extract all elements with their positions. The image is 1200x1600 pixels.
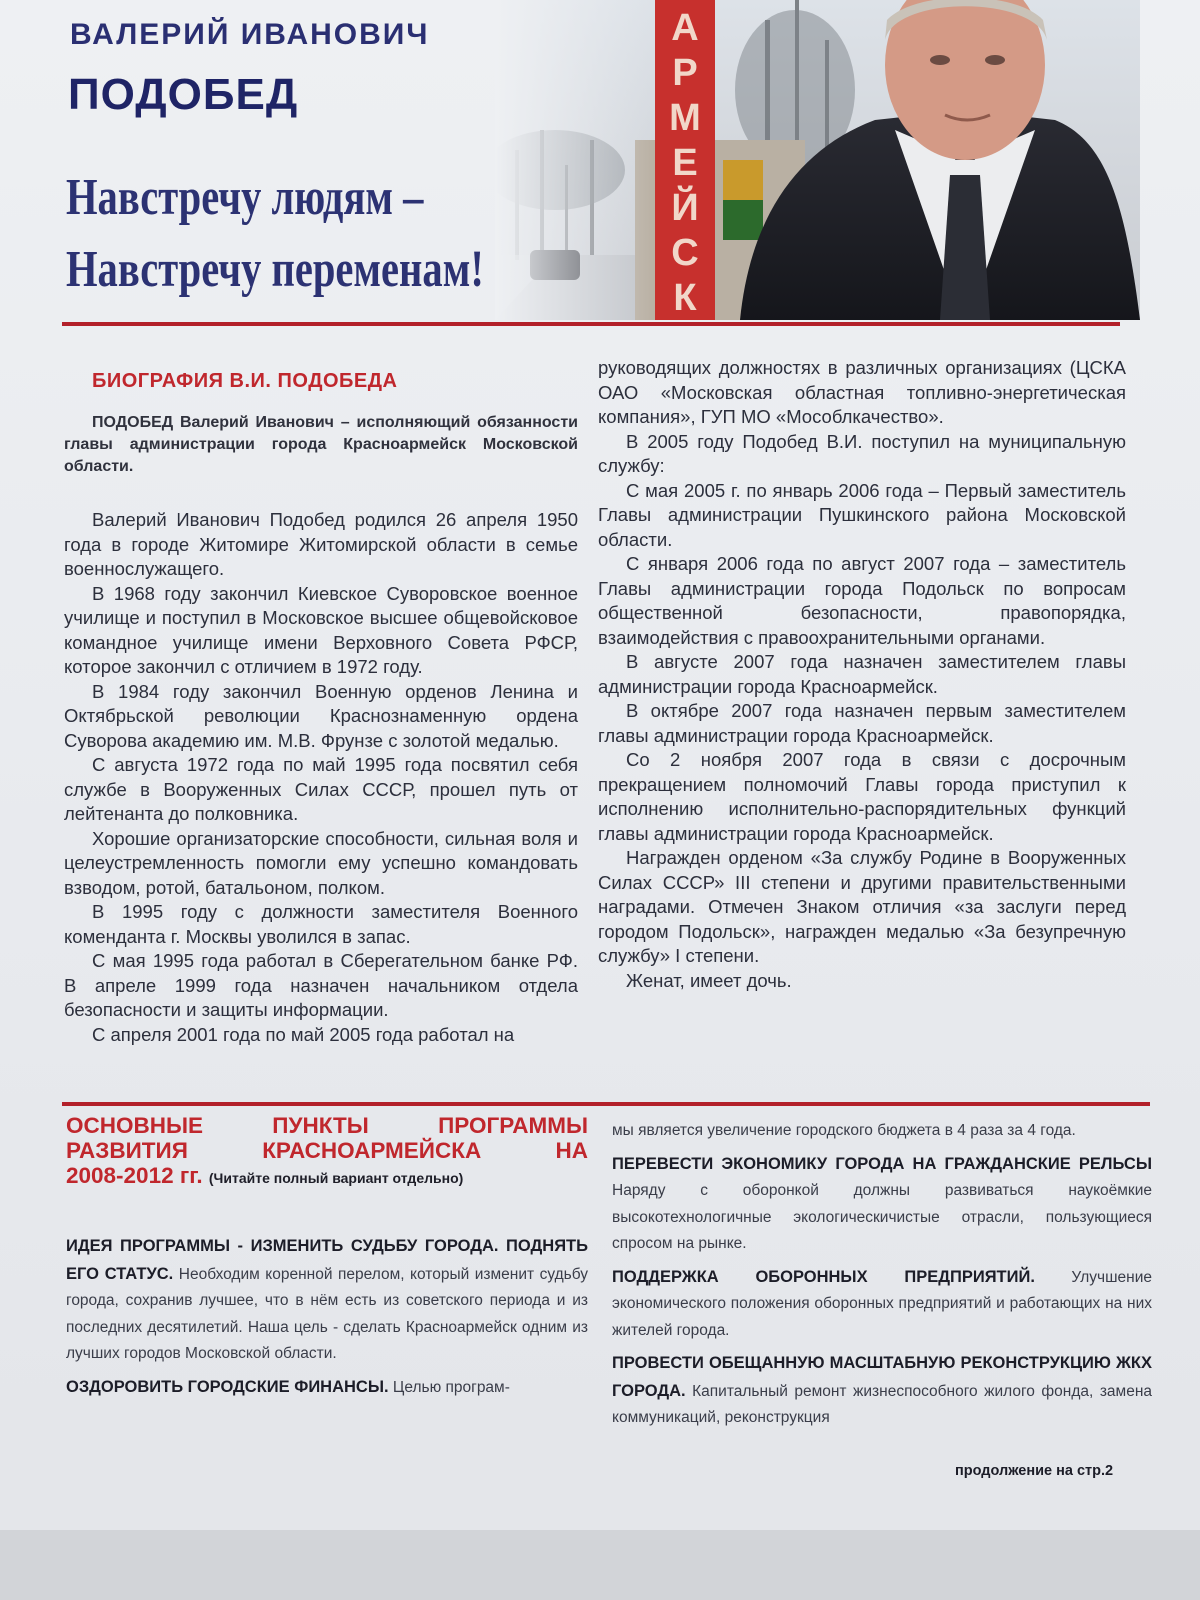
program-title-line: ОСНОВНЫЕ ПУНКТЫ ПРОГРАММЫ	[66, 1113, 588, 1138]
program-title-note: (Читайте полный вариант отдельно)	[208, 1170, 464, 1186]
biography-paragraph: руководящих должностях в различных организациях (ЦСКА ОАО «Московская областная топливно-энергетическая компания», ГУП МО «Мособлкачество».	[598, 357, 1126, 427]
biography-paragraph: В 1995 году с должности заместителя Военного коменданта г. Москвы уволился в запас.	[64, 901, 578, 947]
program-item	[612, 1151, 1152, 1258]
candidate-first-name: ВАЛЕРИЙ ИВАНОВИЧ	[70, 18, 430, 51]
program-item-text: Капитальный ремонт жизнеспособного жилого фонда, замена коммуникаций, реконструкция	[612, 1382, 1152, 1426]
biography-paragraph: В 1984 году закончил Военную орденов Ленина и Октябрьской революции Краснознаменную ордена Суворова академию им. М.В. Фрунзе с золотой медалью.	[64, 680, 578, 751]
program-item-text: Необходим коренной перелом, который изменит судьбу города, сохранив лучшее, что в нём есть из советского периода и из последних десятилетий. Наша цель - сделать Красноармейск одним из лучших городов Московской области.	[66, 1265, 589, 1362]
program-item	[612, 1350, 1152, 1432]
program-item-heading: ПОДДЕРЖКА ОБОРОННЫХ ПРЕДПРИЯТИЙ.	[612, 1267, 1035, 1286]
biography-paragraph: С мая 1995 года работал в Сберегательном банке РФ. В апреле 1999 года назначен начальником отдела безопасности и защиты информации.	[64, 950, 578, 1020]
page-bottom-edge	[0, 1530, 1200, 1600]
biography-lead: ПОДОБЕД Валерий Иванович – исполняющий обязанности главы администрации города Красноармейск Московской области.	[64, 414, 578, 475]
slogan-line-2: Навстречу переменам!	[66, 241, 484, 298]
biography-paragraph: С апреля 2001 года по май 2005 года работал на	[92, 1023, 515, 1045]
continued-link[interactable]: продолжение на стр.2	[955, 1463, 1114, 1479]
biography-title: БИОГРАФИЯ В.И. ПОДОБЕДА	[92, 370, 398, 392]
section-divider	[62, 1102, 1150, 1106]
program-item-heading: ПЕРЕВЕСТИ ЭКОНОМИКУ ГОРОДА НА ГРАЖДАНСКИЕ РЕЛЬСЫ	[612, 1154, 1152, 1173]
biography-paragraph: В августе 2007 года назначен заместителем главы администрации города Красноармейск.	[598, 651, 1126, 697]
program-item-text: Улучшение экономического положения оборонных предприятий и работающих на них жителей города.	[612, 1268, 1152, 1339]
program-item	[612, 1264, 1152, 1345]
program-item	[66, 1233, 588, 1368]
program-item-text: Наряду с оборонкой должны развиваться наукоёмкие высокотехнологичные экологическичистые отрасли, пользующиеся спросом на рынке.	[612, 1182, 1152, 1252]
biography-paragraph: Женат, имеет дочь.	[626, 969, 792, 991]
candidate-last-name: ПОДОБЕД	[68, 70, 299, 119]
biography-paragraph: С мая 2005 г. по январь 2006 года – Первый заместитель Главы администрации Пушкинского района Московской области.	[598, 479, 1126, 550]
program-title-line: РАЗВИТИЯ КРАСНОАРМЕЙСКА НА	[66, 1138, 588, 1163]
biography-paragraph: В 2005 году Подобед В.И. поступил на муниципальную службу:	[598, 430, 1126, 476]
biography-paragraph: Хорошие организаторские способности, сильная воля и целеустремленность помогли ему успешно командовать взводом, ротой, батальоном, полком.	[64, 827, 578, 898]
biography-paragraph: В октябре 2007 года назначен первым заместителем главы администрации города Красноармейск.	[598, 700, 1126, 746]
biography-paragraph: С января 2006 года по август 2007 года – заместитель Главы администрации города Подольск по вопросам общественной безопасности, правопорядка, взаимодействия с правоохранительными органами.	[598, 553, 1126, 648]
biography-paragraph: Награжден орденом «За службу Родине в Вооруженных Силах СССР» III степени и другими правительственными наградами. Отмечен Знаком отличия «за заслуги перед городом Подольск», награжден медалью «За безупречную службу» I степени.	[598, 847, 1126, 966]
program-right-column	[612, 1118, 1152, 1438]
header-divider	[62, 322, 1120, 326]
program-title-years: 2008-2012 гг.	[66, 1163, 203, 1188]
program-item	[66, 1374, 588, 1402]
program-item-heading: ОЗДОРОВИТЬ ГОРОДСКИЕ ФИНАНСЫ.	[66, 1377, 389, 1396]
program-left-column	[66, 1233, 588, 1407]
program-title	[66, 1113, 588, 1191]
candidate-photo	[495, 0, 1140, 320]
program-continuation: мы является увеличение городского бюджета в 4 раза за 4 года.	[612, 1122, 1076, 1139]
biography-paragraph: Со 2 ноября 2007 года в связи с досрочным прекращением полномочий Главы города приступил к исполнению исполнительно-распорядительных функций главы администрации города Красноармейск.	[598, 749, 1126, 844]
program-item-heading: ПРОВЕСТИ ОБЕЩАННУЮ МАСШТАБНУЮ РЕКОНСТРУКЦИЮ ЖКХ ГОРОДА.	[612, 1354, 1152, 1400]
biography-paragraph: С августа 1972 года по май 1995 года посвятил себя службе в Вооруженных Силах СССР, прошел путь от лейтенанта до полковника.	[64, 754, 578, 824]
biography-left-column	[64, 412, 578, 1047]
slogan-line-1: Навстречу людям –	[66, 169, 424, 226]
biography-right-column	[598, 356, 1126, 993]
biography-paragraph: Валерий Иванович Подобед родился 26 апреля 1950 года в городе Житомире Житомирской области в семье военнослужащего.	[64, 509, 578, 579]
biography-paragraph: В 1968 году закончил Киевское Суворовское военное училище и поступил в Московское высшее общевойсковое командное училище имени Верховного Совета РФСР, которое закончил с отличием в 1972 году.	[64, 582, 578, 677]
program-item-text: Целью програм-	[392, 1378, 510, 1396]
program-item-heading: ИДЕЯ ПРОГРАММЫ - ИЗМЕНИТЬ СУДЬБУ ГОРОДА. ПОДНЯТЬ ЕГО СТАТУС.	[66, 1237, 588, 1283]
